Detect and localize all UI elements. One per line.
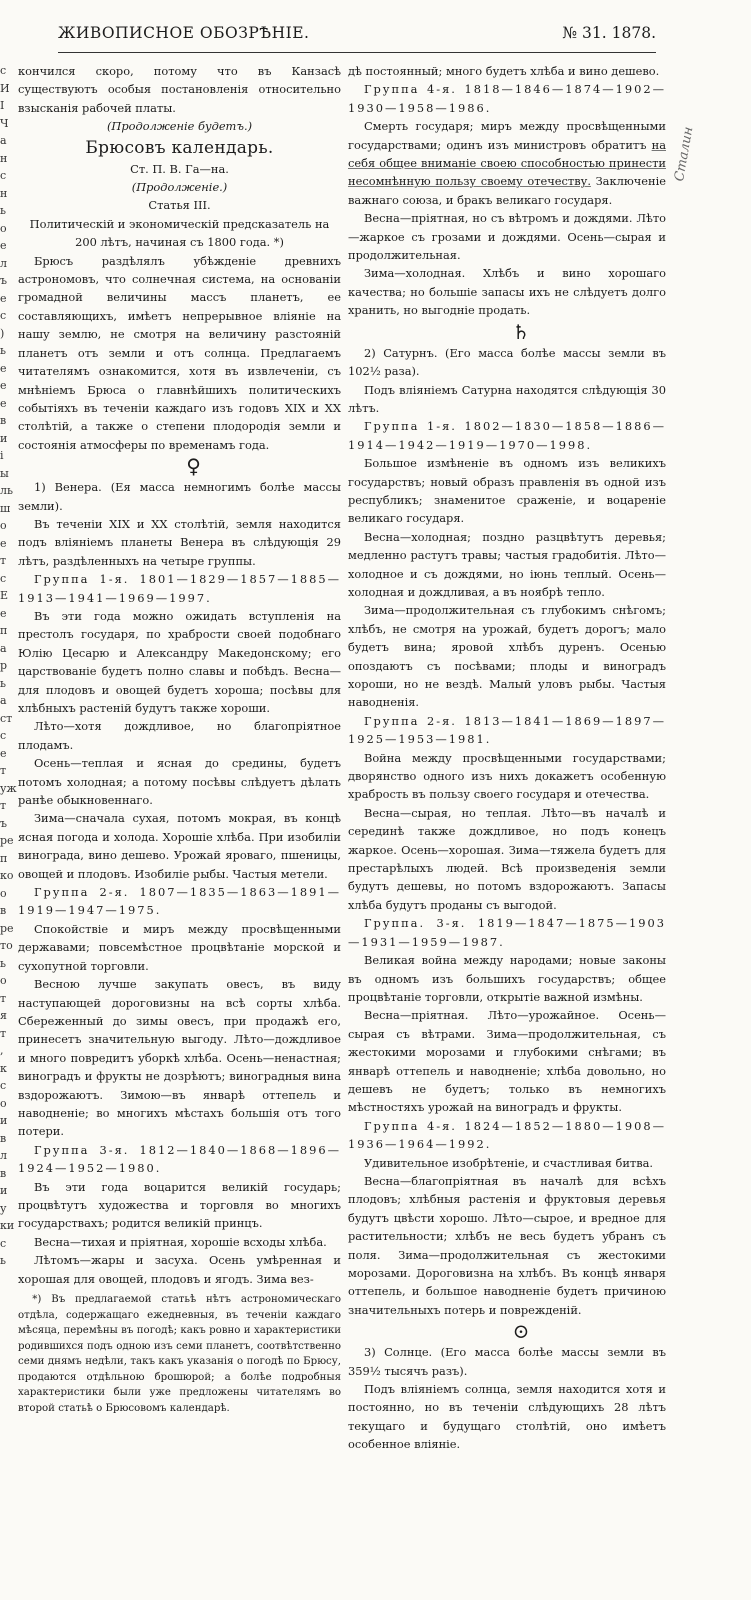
gutter-fragment: с xyxy=(0,1236,7,1250)
left-gutter-fragments xyxy=(0,62,17,1270)
paragraph: Зима—холодная. Хлѣбъ и вино хорошаго качества; но большіе запасы ихъ не слѣдуетъ долго хранить, но выгодніе продать. xyxy=(348,266,666,318)
handwritten-margin-note: Сталин xyxy=(672,125,697,183)
gutter-fragment: с xyxy=(0,1079,7,1092)
gutter-fragment: и xyxy=(0,1114,8,1127)
paragraph: Весна—холодная; поздно разцвѣтутъ деревья; медленно растутъ травы; частыя градобитія. Лѣто—холодное и съ дождями, но іюнь теплый. Осень—холодная и дождливая, а въ ноябрѣ тепло. xyxy=(348,529,666,599)
left-column xyxy=(18,62,341,1416)
gutter-fragment: у xyxy=(0,1201,7,1215)
issue-number: № 31. 1878. xyxy=(562,24,656,42)
gutter-fragment: уж xyxy=(0,781,17,795)
gutter-fragment: ш xyxy=(0,501,11,515)
planet-heading: 1) Венера. (Ея масса немногимъ болѣе массы земли). xyxy=(18,480,341,513)
article-subtitle: Политическій и экономическій предсказатель на 200 лѣтъ, начиная съ 1800 года. *) xyxy=(29,216,330,250)
gutter-fragment: с xyxy=(0,729,7,742)
gutter-fragment: т xyxy=(0,991,7,1005)
gutter-fragment: е xyxy=(0,361,7,375)
gutter-fragment: л xyxy=(0,256,7,270)
gutter-fragment: Е xyxy=(0,589,9,602)
gutter-fragment: ь xyxy=(0,204,6,217)
gutter-fragment: ь xyxy=(0,1254,6,1267)
gutter-fragment: а xyxy=(0,694,7,707)
gutter-fragment: е xyxy=(0,239,7,252)
gutter-fragment: с xyxy=(0,64,7,77)
paragraph: Въ теченіи XIX и XX столѣтій, земля находится подъ вліяніемъ планеты Венера въ слѣдующія 29 лѣтъ, раздѣленныхъ на четыре группы. xyxy=(18,516,341,568)
paragraph: Подъ вліяніемъ солнца, земля находится хотя и постоянно, но въ теченіи слѣдующихъ 28 лѣтъ текущаго и будущаго столѣтій, оно имѣетъ особенное вліяніе. xyxy=(348,1382,666,1452)
gutter-fragment: о xyxy=(0,974,7,987)
gutter-fragment: ь xyxy=(0,344,6,357)
paragraph: Въ эти года можно ожидать вступленія на престолъ государя, по храбрости своей подобнаго Юлію Цесарю и Александру Македонскому; его царствованіе будетъ полно славы и побѣдъ. Весна—для плодовъ и овощей будетъ хороша; посѣвы для хлѣбныхъ растеній будутъ также хороши. xyxy=(18,608,341,715)
gutter-fragment: а xyxy=(0,641,7,655)
underlined-text: на себя общее вниманіе своею способностью принести несомнѣнную пользу своему отечеству. xyxy=(348,137,666,189)
gutter-fragment: с xyxy=(0,309,7,322)
text-span: Смерть государя; миръ между просвѣщенными государствами; одинъ изъ министровъ обратитъ xyxy=(348,119,666,152)
gutter-fragment: ре xyxy=(0,834,14,847)
gutter-fragment: т xyxy=(0,1026,7,1040)
paragraph: Подъ вліяніемъ Сатурна находятся слѣдующія 30 лѣтъ. xyxy=(348,382,666,415)
group-heading: Группа 2-я. 1807—1835—1863—1891—1919—1947—1975. xyxy=(18,885,341,918)
gutter-fragment: И xyxy=(0,81,10,95)
gutter-fragment: ) xyxy=(0,326,5,340)
gutter-fragment: т xyxy=(0,764,7,777)
paragraph: Весна—тихая и пріятная, хорошіе всходы хлѣба. xyxy=(33,1234,327,1249)
paragraph: Война между просвѣщенными государствами; дворянство одного изъ нихъ докажетъ особенную храбрость въ пользу своего государя и отечества. xyxy=(348,750,666,802)
gutter-fragment: н xyxy=(0,151,8,165)
gutter-fragment: с xyxy=(0,169,7,182)
paragraph: Удивительное изобрѣтеніе, и счастливая битва. xyxy=(363,1155,654,1170)
gutter-fragment: в xyxy=(0,1166,7,1180)
saturn-symbol-icon: ♄ xyxy=(512,319,530,344)
paragraph: Лѣтомъ—жары и засуха. Осень умѣренная и хорошая для овощей, плодовъ и ягодъ. Зима вез- xyxy=(18,1253,341,1286)
gutter-fragment: о xyxy=(0,1096,7,1110)
gutter-fragment: р xyxy=(0,659,8,672)
masthead: ЖИВОПИСНОЕ ОБОЗРѢНІЕ. xyxy=(58,24,310,42)
paragraph: Весна—сырая, но теплая. Лѣто—въ началѣ и серединѣ также дождливое, но подъ конецъ жаркое. Осень—хорошая. Зима—тяжела будетъ для престарѣлыхъ людей. Всѣ произведенія земли будутъ дешевы, но потомъ вздорожаютъ. Запасы хлѣба будутъ проданы съ выгодой. xyxy=(348,805,666,912)
gutter-fragment: и xyxy=(0,1184,8,1197)
paragraph: Весною лучше закупать овесъ, въ виду наступающей дороговизны на всѣ сорты хлѣба. Сбереженный до зимы овесъ, при продажѣ его, принесетъ значительную выгоду. Лѣто—дождливое и много повредитъ уборкѣ хлѣба. Осень—ненастная; виноградъ и фрукты не дозрѣютъ; виноградныя вина вздорожаютъ. Зимою—въ январѣ оттепель и наводненіе; во многихъ мѣстахъ большія отъ того потери. xyxy=(18,977,341,1139)
gutter-fragment: ре xyxy=(0,921,14,935)
gutter-fragment: і xyxy=(0,449,4,462)
gutter-fragment: е xyxy=(0,536,7,550)
gutter-fragment: е xyxy=(0,379,7,392)
footnote: *) Въ предлагаемой статьѣ нѣтъ астрономическаго отдѣла, содержащаго ежедневныя, въ теченіи каждаго мѣсяца, перемѣны въ погодѣ; какъ ровно и характеристики родившихся подъ одною изъ семи планетъ, соотвѣтственно семи днямъ недѣли, такъ какъ указанія о погодѣ по Брюсу, продаются отдѣльною брошюрой; а болѣе подробныя характеристики были уже предложены читателямъ во второй статьѣ о Брюсовомъ календарѣ. xyxy=(18,1294,341,1414)
gutter-fragment: ь xyxy=(0,956,6,970)
gutter-fragment: е xyxy=(0,396,7,410)
gutter-fragment: к xyxy=(0,1061,7,1075)
gutter-fragment: и xyxy=(0,431,8,445)
gutter-fragment: то xyxy=(0,939,13,952)
sun-symbol-icon: ⊙ xyxy=(512,1319,530,1344)
group-heading: Группа 1-я. 1802—1830—1858—1886—1914—1942—1919—1970—1998. xyxy=(348,419,666,452)
paragraph: кончился скоро, потому что въ Канзасѣ существуютъ особыя постановленія относительно взысканія рабочей платы. xyxy=(18,64,341,115)
paragraph: Спокойствіе и миръ между просвѣщенными державами; повсемѣстное процвѣтаніе морской и сухопутной торговли. xyxy=(18,921,341,973)
gutter-fragment: ы xyxy=(0,466,9,480)
text-span: Заключеніе важнаго союза, и бракъ великаго государя. xyxy=(348,174,666,207)
gutter-fragment: в xyxy=(0,414,7,427)
paragraph: Брюсъ раздѣлялъ убѣжденіе древнихъ астрономовъ, что солнечная система, на основаніи громадной величины массъ планетъ, ее составляющихъ, имѣетъ непрерывное вліяніе на нашу землю, не смотря на величину разстояній планетъ отъ земли и отъ солнца. Предлагаемъ читателямъ ознакомится, хотя въ извлеченіи, съ мнѣніемъ Брюса о главнѣйшихъ политическихъ событіяхъ въ теченіи каждаго изъ годовъ XIX и XX столѣтій, а также о степени плодородія земли и состоянія атмосферы по временамъ года. xyxy=(18,253,341,452)
paragraph: Весна—благопріятная въ началѣ для всѣхъ плодовъ; хлѣбныя растенія и фруктовыя деревья будутъ цвѣсти хорошо. Лѣто—сырое, и вредное для растительности; хлѣбъ не весь будетъ убранъ съ поля. Зима—продолжительная съ жестокими морозами. Дороговизна на хлѣбъ. Въ концѣ января оттепель, и большое наводненіе будетъ причиною значительныхъ потерь и поврежденій. xyxy=(348,1173,666,1317)
to-be-continued: (Продолженіе будетъ.) xyxy=(106,119,253,134)
gutter-fragment: ь xyxy=(0,676,6,690)
gutter-fragment: п xyxy=(0,851,8,865)
gutter-fragment: п xyxy=(0,624,8,637)
gutter-fragment: в xyxy=(0,1131,7,1145)
gutter-fragment: Ч xyxy=(0,116,9,130)
gutter-fragment: , xyxy=(0,1044,4,1057)
gutter-fragment: ки xyxy=(0,1219,15,1232)
gutter-fragment: е xyxy=(0,746,7,760)
article-title: Брюсовъ календарь. xyxy=(85,137,274,158)
article-author: Ст. П. В. Га—на. xyxy=(130,161,229,176)
paragraph: Лѣто—хотя дождливое, но благопріятное плодамъ. xyxy=(18,719,341,752)
planet-heading: 3) Солнце. (Его масса болѣе массы земли въ 359½ тысячъ разъ). xyxy=(348,1345,666,1378)
group-heading: Группа 4-я. 1824—1852—1880—1908—1936—1964—1992. xyxy=(348,1118,666,1152)
paragraph: дѣ постоянный; много будетъ хлѣба и вино дешево. xyxy=(348,64,660,78)
paragraph: Великая война между народами; новые законы въ одномъ изъ большихъ государствъ; общее процвѣтаніе торговли, открытіе важной измѣны. xyxy=(348,953,666,1004)
paragraph: Осень—теплая и ясная до средины, будетъ потомъ холодная; а потому посѣвы слѣдуетъ дѣлать ранѣе обыкновеннаго. xyxy=(18,756,341,808)
gutter-fragment: о xyxy=(0,221,7,235)
group-heading: Группа 3-я. 1812—1840—1868—1896—1924—1952—1980. xyxy=(18,1142,341,1176)
group-heading: Группа 1-я. 1801—1829—1857—1885—1913—1941—1969—1997. xyxy=(18,572,341,605)
gutter-fragment: ъ xyxy=(0,274,7,287)
gutter-fragment: т xyxy=(0,554,7,567)
group-heading: Группа. 3-я. 1819—1847—1875—1903—1931—1959—1987. xyxy=(348,916,666,949)
group-heading: Группа 4-я. 1818—1846—1874—1902—1930—1958—1986. xyxy=(348,82,666,115)
gutter-fragment: а xyxy=(0,134,7,147)
page-header xyxy=(58,22,656,53)
section-heading: Статья III. xyxy=(148,198,211,213)
paragraph: Зима—продолжительная съ глубокимъ снѣгомъ; хлѣбъ, не смотря на урожай, будетъ дорогъ; мало будетъ вина; яровой хлѣбъ дуренъ. Осенью опоздаютъ съ посѣвами; плоды и виноградъ хороши, но не вездѣ. Малый уловъ рыбы. Частыя наводненія. xyxy=(348,603,666,710)
gutter-fragment: ъ xyxy=(0,816,7,830)
gutter-fragment: е xyxy=(0,606,7,620)
paragraph xyxy=(348,117,666,209)
continuation-note: (Продолженіе.) xyxy=(131,180,228,195)
paragraph: Весна—пріятная, но съ вѣтромъ и дождями. Лѣто—жаркое съ грозами и дождями. Осень—сырая и продолжительная. xyxy=(348,211,666,263)
paragraph: Весна—пріятная. Лѣто—урожайное. Осень—сырая съ вѣтрами. Зима—продолжительная, съ жестокими морозами и глубокими снѣгами; въ январѣ оттепель и наводненіе; хлѣба довольно, но дешевъ не будетъ; только въ немногихъ мѣстностяхъ урожай на виноградъ и фрукты. xyxy=(348,1008,666,1115)
gutter-fragment: л xyxy=(0,1149,7,1162)
gutter-fragment: ст xyxy=(0,711,13,725)
venus-symbol-icon: ♀ xyxy=(186,454,201,479)
planet-heading: 2) Сатурнъ. (Его масса болѣе массы земли въ 102½ раза). xyxy=(348,345,666,379)
gutter-fragment: в xyxy=(0,904,7,917)
group-heading: Группа 2-я. 1813—1841—1869—1897—1925—1953—1981. xyxy=(348,713,666,747)
gutter-fragment: я xyxy=(0,1009,7,1022)
gutter-fragment: н xyxy=(0,186,8,200)
gutter-fragment: ко xyxy=(0,869,14,882)
right-column xyxy=(348,62,666,1454)
gutter-fragment: е xyxy=(0,291,7,305)
paragraph: Большое измѣненіе въ одномъ изъ великихъ государствъ; новый образъ правленія въ одной изъ республикъ; знаменитое сраженіе, и воцареніе великаго государя. xyxy=(348,456,666,526)
gutter-fragment: о xyxy=(0,886,7,900)
gutter-fragment: т xyxy=(0,799,7,812)
paragraph: Въ эти года воцарится великій государь; процвѣтутъ художества и торговля во многихъ государствахъ; родится великій принцъ. xyxy=(18,1179,341,1231)
gutter-fragment: ль xyxy=(0,484,13,497)
gutter-fragment: I xyxy=(0,99,5,112)
gutter-fragment: с xyxy=(0,571,7,585)
gutter-fragment: о xyxy=(0,519,7,532)
paragraph: Зима—сначала сухая, потомъ мокрая, въ концѣ ясная погода и холода. Хорошіе хлѣба. При изобиліи винограда, вино дешево. Урожай яроваго, пшеницы, овощей и плодовъ. Изобиліе рыбы. Частыя метели. xyxy=(18,811,341,881)
